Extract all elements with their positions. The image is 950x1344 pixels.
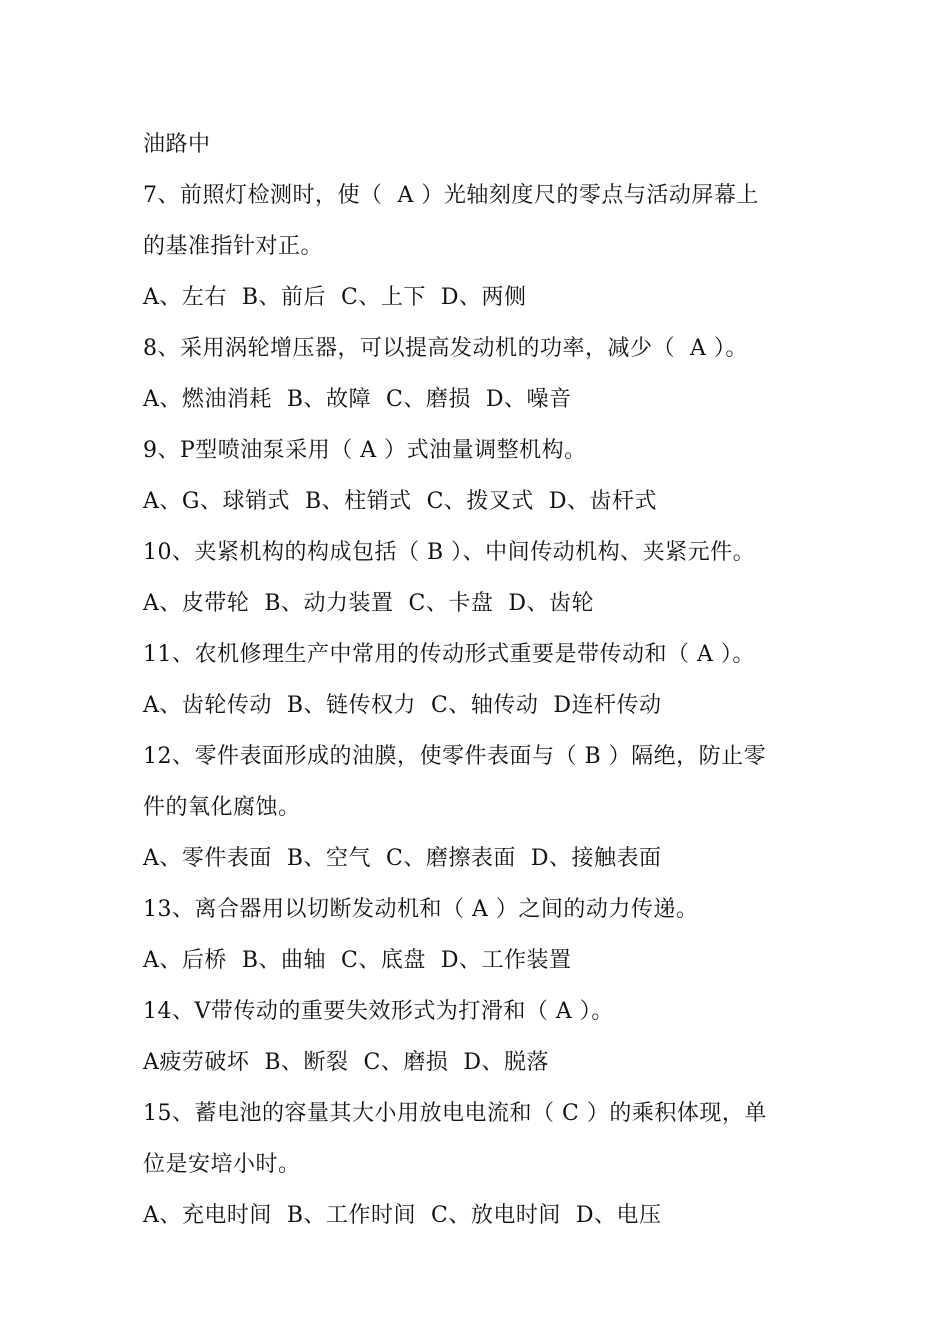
- question-12-line-2: 件的氧化腐蚀。: [143, 795, 301, 820]
- question-8-options: A、燃油消耗 B、故障 C、磨损 D、噪音: [143, 387, 572, 412]
- question-list: [143, 119, 813, 1241]
- question-12-line-1: 12、零件表面形成的油膜，使零件表面与（ B ）隔绝，防止零: [143, 744, 767, 769]
- question-15-line-2: 位是安培小时。: [143, 1152, 301, 1177]
- question-10-options: A、皮带轮 B、动力装置 C、卡盘 D、齿轮: [143, 591, 594, 616]
- question-10: 10、夹紧机构的构成包括（ B ）、中间传动机构、夹紧元件。: [143, 540, 756, 565]
- question-8: 8、采用涡轮增压器，可以提高发动机的功率，减少（ A ）。: [143, 336, 748, 361]
- question-15-line-1: 15、蓄电池的容量其大小用放电电流和（ C ）的乘积体现，单: [143, 1101, 767, 1126]
- question-13: 13、离合器用以切断发动机和（ A ）之间的动力传递。: [143, 897, 699, 922]
- question-9: 9、P型喷油泵采用（ A ）式油量调整机构。: [143, 438, 587, 463]
- question-7-line-1: 7、前照灯检测时，使（ A ）光轴刻度尺的零点与活动屏幕上: [143, 183, 759, 208]
- question-14-options: A疲劳破坏 B、断裂 C、磨损 D、脱落: [143, 1050, 549, 1075]
- question-14: 14、V带传动的重要失效形式为打滑和（ A ）。: [143, 999, 614, 1024]
- question-7-line-2: 的基准指针对正。: [143, 234, 324, 259]
- question-13-options: A、后桥 B、曲轴 C、底盘 D、工作装置: [143, 948, 572, 973]
- question-15-options: A、充电时间 B、工作时间 C、放电时间 D、电压: [143, 1203, 662, 1228]
- question-12-options: A、零件表面 B、空气 C、磨擦表面 D、接触表面: [143, 846, 662, 871]
- question-9-options: A、G、球销式 B、柱销式 C、拨叉式 D、齿杆式: [143, 489, 658, 514]
- question-11-options: A、齿轮传动 B、链传权力 C、轴传动 D连杆传动: [143, 693, 662, 718]
- question-7-options: A、左右 B、前后 C、上下 D、两侧: [143, 285, 527, 310]
- question-11: 11、农机修理生产中常用的传动形式重要是带传动和（ A ）。: [143, 642, 755, 667]
- text-line: 油路中: [143, 132, 211, 157]
